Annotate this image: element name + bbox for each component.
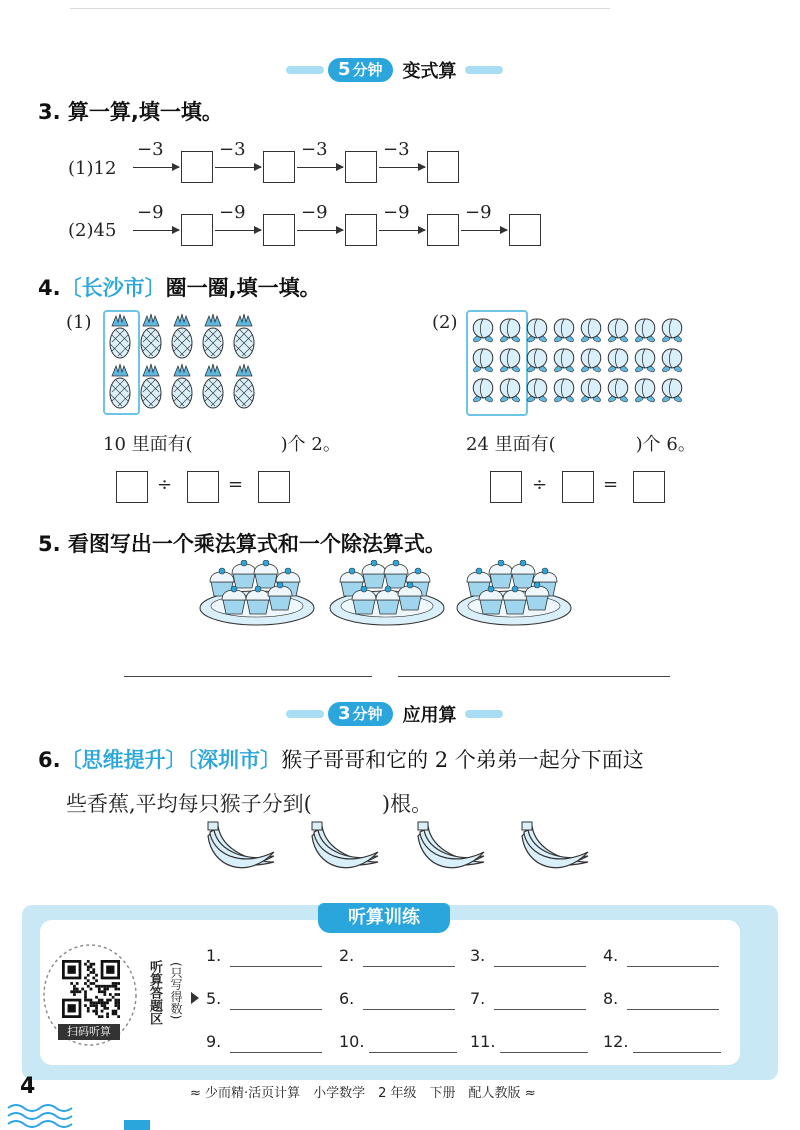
q6-text-line1: 猴子哥哥和它的 2 个弟弟一起分下面这 xyxy=(281,748,644,772)
peach-icon xyxy=(662,349,682,372)
pineapple-icon xyxy=(141,364,161,408)
answer-number: 11. xyxy=(470,1032,496,1051)
q6-line2 xyxy=(66,788,432,818)
peach-icon xyxy=(581,349,601,372)
pineapple-icon xyxy=(203,314,223,358)
q3-title: 3. 算一算,填一填。 xyxy=(38,100,223,124)
answer-line[interactable] xyxy=(494,1009,586,1010)
answer-number: 9. xyxy=(206,1032,222,1051)
step-operation: −9 xyxy=(465,202,492,223)
peach-icon xyxy=(527,349,547,372)
step-operation: −3 xyxy=(219,139,246,160)
q6-tag-thinking: 〔思维提升〕 xyxy=(60,748,187,772)
step-operation: −9 xyxy=(219,202,246,223)
answer-box[interactable] xyxy=(509,214,541,246)
answer-box[interactable] xyxy=(181,151,213,183)
q4-p1-box-quotient[interactable] xyxy=(258,471,290,503)
q6-line1 xyxy=(38,744,644,774)
answer-number: 8. xyxy=(603,989,619,1008)
peach-icon xyxy=(500,349,520,372)
q6-number: 6. xyxy=(38,748,61,772)
peach-icon xyxy=(635,319,655,342)
cupcake-plate-icon xyxy=(330,560,444,625)
q5-answer-line-multiplication[interactable] xyxy=(124,676,372,677)
answer-line[interactable] xyxy=(363,1009,455,1010)
banner-bar-right xyxy=(465,66,503,74)
qr-code-icon[interactable] xyxy=(62,960,120,1018)
qr-caption: 扫码听算 xyxy=(58,1024,120,1040)
banana-bunch-icon xyxy=(418,822,484,868)
q4-p2-box-quotient[interactable] xyxy=(633,471,665,503)
banana-bunches xyxy=(200,818,600,880)
banner-bar-right xyxy=(465,710,503,718)
step-arrow xyxy=(215,230,261,231)
answer-line[interactable] xyxy=(369,1052,457,1053)
step-arrow xyxy=(133,230,179,231)
pineapple-icon xyxy=(203,364,223,408)
q3-row2-start: (2)45 xyxy=(68,220,117,241)
answer-box[interactable] xyxy=(181,214,213,246)
q4-p1-question xyxy=(103,430,341,456)
pineapple-icon xyxy=(110,314,130,358)
banner-pill: 5 分钟 xyxy=(328,58,393,82)
answer-line[interactable] xyxy=(627,966,719,967)
answer-number: 2. xyxy=(339,946,355,965)
answer-number: 5. xyxy=(206,989,222,1008)
cupcake-plate-icon xyxy=(200,560,314,625)
wave-decoration-icon xyxy=(0,1080,80,1130)
peach-icon xyxy=(662,319,682,342)
step-arrow xyxy=(461,230,507,231)
pineapple-icon xyxy=(141,314,161,358)
q4-title xyxy=(38,272,321,302)
answer-line[interactable] xyxy=(494,966,586,967)
banner-pill: 3 分钟 xyxy=(328,702,393,726)
pineapple-icon xyxy=(234,314,254,358)
section-banner-5min xyxy=(286,57,503,83)
footer-series-text: ≈ 少而精·活页计算 小学数学 2 年级 下册 配人教版 ≈ xyxy=(190,1086,536,1101)
step-operation: −3 xyxy=(137,139,164,160)
peach-icon xyxy=(554,379,574,402)
listening-side-label: 听算答题区 xyxy=(147,960,162,1025)
pineapple-icon xyxy=(172,364,192,408)
peach-icon xyxy=(473,349,493,372)
peach-icon xyxy=(635,379,655,402)
answer-number: 3. xyxy=(470,946,486,965)
q4-p1-text-b: )个 2。 xyxy=(280,434,341,455)
q4-p1-text-a: 10 里面有( xyxy=(103,434,193,455)
peach-icon xyxy=(635,349,655,372)
peach-icon xyxy=(662,379,682,402)
peach-icon xyxy=(581,319,601,342)
answer-box[interactable] xyxy=(263,151,295,183)
peach-icon xyxy=(608,349,628,372)
banana-bunch-icon xyxy=(312,822,378,868)
step-operation: −3 xyxy=(383,139,410,160)
cupcake-plates xyxy=(195,560,585,632)
answer-number: 12. xyxy=(603,1032,629,1051)
banner-bar-left xyxy=(286,710,324,718)
q4-p2-text-a: 24 里面有( xyxy=(466,434,556,455)
peach-icon xyxy=(554,349,574,372)
q6-tag-region: 〔深圳市〕 xyxy=(186,748,282,772)
banner-title: 应用算 xyxy=(402,705,457,726)
answer-number: 10. xyxy=(339,1032,365,1051)
q4-p2-text-b: )个 6。 xyxy=(635,434,696,455)
q4-title-text: 圈一圈,填一填。 xyxy=(165,276,321,300)
peach-icon xyxy=(608,319,628,342)
q4-p2-eq-sign: = xyxy=(603,474,619,495)
banana-bunch-icon xyxy=(208,822,274,868)
cupcake-plate-icon xyxy=(457,560,571,625)
step-arrow xyxy=(379,230,425,231)
banner-bar-left xyxy=(286,66,324,74)
q4-region-tag: 〔长沙市〕 xyxy=(60,276,166,300)
q4-p1-box-dividend[interactable] xyxy=(116,471,148,503)
step-operation: −9 xyxy=(383,202,410,223)
top-rule xyxy=(70,8,610,9)
answer-box[interactable] xyxy=(345,214,377,246)
answer-number: 7. xyxy=(470,989,486,1008)
q4-number: 4. xyxy=(38,276,61,300)
q4-p2-div-sign: ÷ xyxy=(532,474,548,495)
answer-box[interactable] xyxy=(345,151,377,183)
section-banner-3min xyxy=(286,701,503,727)
answer-number: 6. xyxy=(339,989,355,1008)
q4-p2-box-divisor[interactable] xyxy=(562,471,594,503)
q4-p1-label: (1) xyxy=(66,312,92,333)
answer-number: 1. xyxy=(206,946,222,965)
banana-bunch-icon xyxy=(522,822,588,868)
step-operation: −9 xyxy=(301,202,328,223)
peach-icon xyxy=(473,379,493,402)
pineapple-icon xyxy=(110,364,130,408)
answer-line[interactable] xyxy=(627,1009,719,1010)
step-arrow xyxy=(379,167,425,168)
peach-icon xyxy=(527,319,547,342)
footer-decor-block xyxy=(124,1120,150,1130)
pineapple-grid xyxy=(105,310,265,415)
peach-icon xyxy=(527,379,547,402)
answer-line[interactable] xyxy=(230,1009,322,1010)
step-operation: −9 xyxy=(137,202,164,223)
q4-p1-div-sign: ÷ xyxy=(157,474,173,495)
q5-title: 5. 看图写出一个乘法算式和一个除法算式。 xyxy=(38,532,446,556)
pineapple-icon xyxy=(172,314,192,358)
banner-title: 变式算 xyxy=(402,61,457,82)
q6-text-line2a: 些香蕉,平均每只猴子分到( xyxy=(66,792,312,816)
peach-icon xyxy=(554,319,574,342)
answer-box[interactable] xyxy=(427,151,459,183)
q4-p2-box-dividend[interactable] xyxy=(490,471,522,503)
step-arrow xyxy=(133,167,179,168)
peach-icon xyxy=(581,379,601,402)
answer-box[interactable] xyxy=(263,214,295,246)
q4-p2-label: (2) xyxy=(432,312,458,333)
q6-text-line2b: )根。 xyxy=(381,792,433,816)
answer-box[interactable] xyxy=(427,214,459,246)
listening-answer-area xyxy=(40,920,740,1065)
q4-p1-box-divisor[interactable] xyxy=(187,471,219,503)
q5-answer-line-division[interactable] xyxy=(398,676,670,677)
play-arrow-icon xyxy=(191,992,199,1004)
q3-row1-start: (1)12 xyxy=(68,158,117,179)
answer-line[interactable] xyxy=(230,1052,322,1053)
answer-number: 4. xyxy=(603,946,619,965)
step-operation: −3 xyxy=(301,139,328,160)
peach-grid xyxy=(466,312,696,412)
peach-icon xyxy=(500,379,520,402)
answer-line[interactable] xyxy=(363,966,455,967)
step-arrow xyxy=(297,230,343,231)
listening-side-note: (只写得数) xyxy=(169,962,183,1020)
listening-panel-title: 听算训练 xyxy=(318,903,450,933)
page-number: 4 xyxy=(20,1074,36,1099)
peach-icon xyxy=(473,319,493,342)
answer-line[interactable] xyxy=(230,966,322,967)
peach-icon xyxy=(500,319,520,342)
q4-p1-eq-sign: = xyxy=(228,474,244,495)
answer-line[interactable] xyxy=(500,1052,588,1053)
q4-p2-question xyxy=(466,430,696,456)
step-arrow xyxy=(297,167,343,168)
step-arrow xyxy=(215,167,261,168)
answer-line[interactable] xyxy=(633,1052,721,1053)
peach-icon xyxy=(608,379,628,402)
pineapple-icon xyxy=(234,364,254,408)
